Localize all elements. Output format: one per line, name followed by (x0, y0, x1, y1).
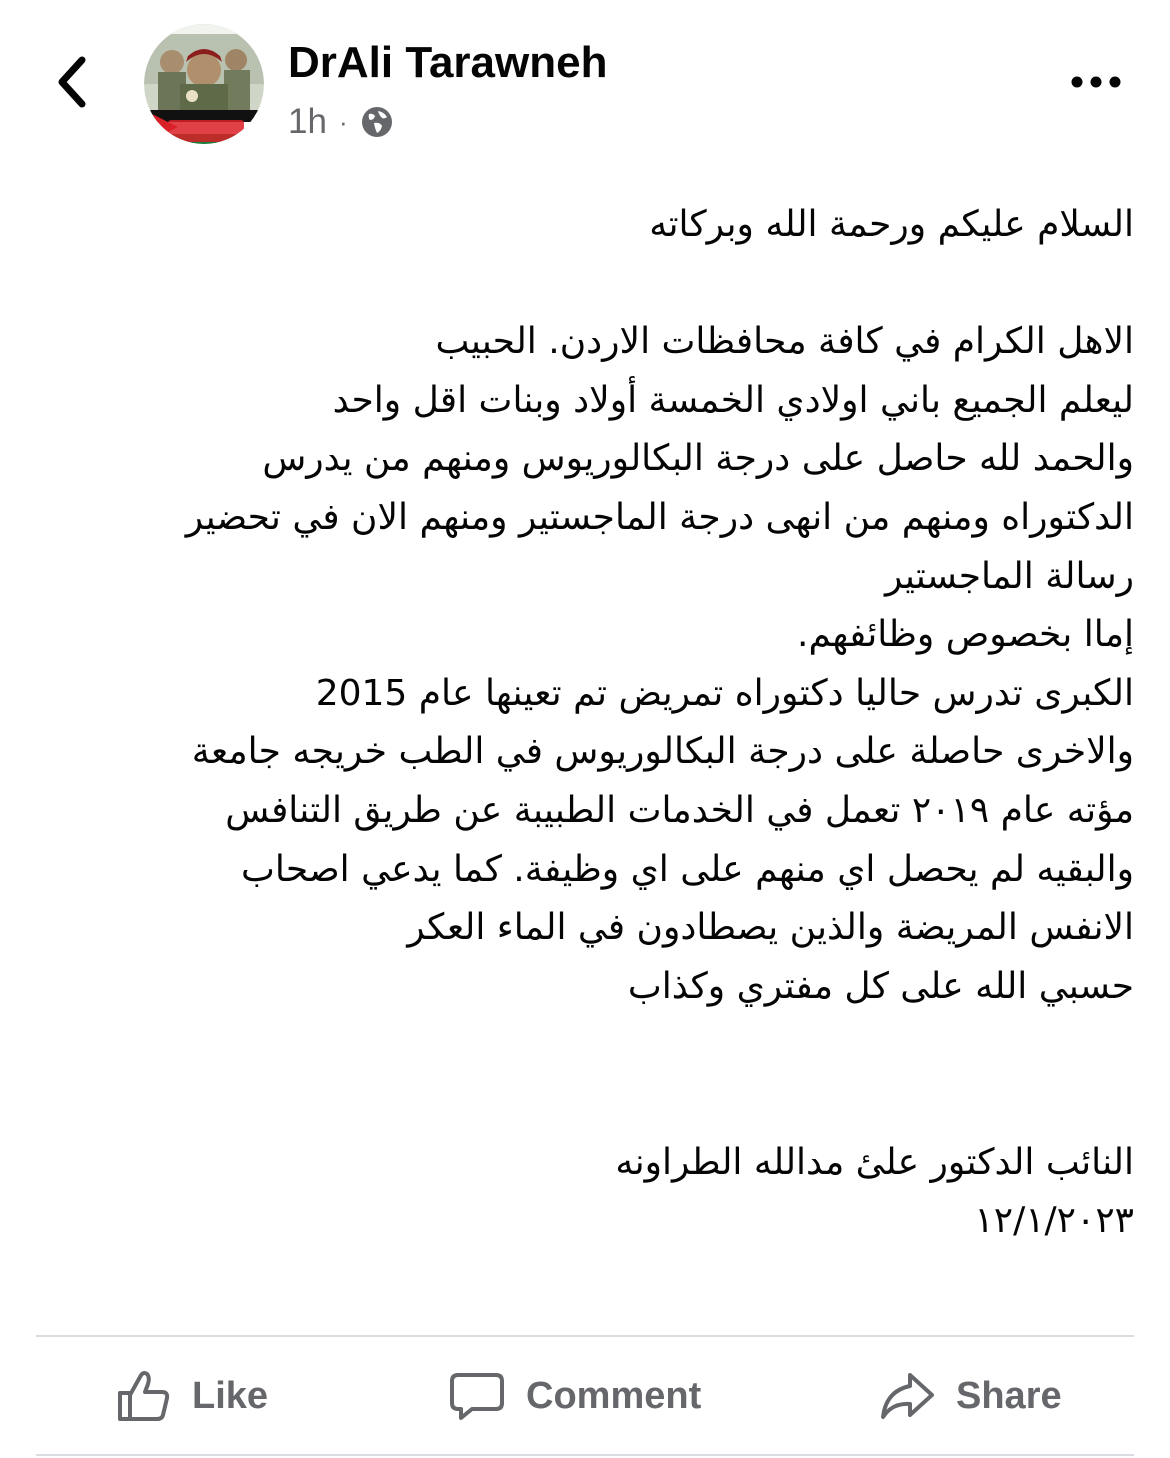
thumbs-up-icon (114, 1367, 172, 1425)
post-line: مؤته عام ٢٠١٩ تعمل في الخدمات الطبيبة عن طريق التنافس (225, 789, 1134, 831)
post-line: الاهل الكرام في كافة محافظات الاردن. الحبيب (435, 321, 1134, 363)
divider (36, 1454, 1134, 1456)
author-name[interactable]: DrAli Tarawneh (288, 38, 608, 87)
post-line: السلام عليكم ورحمة الله وبركاته (649, 204, 1134, 245)
like-button[interactable] (114, 1340, 268, 1452)
share-label: Share (956, 1374, 1062, 1417)
post-line: إماا بخصوص وظائفهم. (797, 614, 1134, 656)
post-text (30, 196, 1134, 1251)
post-date: ١٢/١/٢٠٢٣ (974, 1200, 1134, 1242)
divider (36, 1335, 1134, 1337)
post-line: والحمد لله حاصل على درجة البكالوريوس ومنهم من يدرس (262, 438, 1134, 480)
post-line: رسالة الماجستير (885, 555, 1134, 597)
post-line: والاخرى حاصلة على درجة البكالوريوس في الطب خريجه جامعة (191, 731, 1134, 773)
like-label: Like (192, 1374, 269, 1417)
share-icon (878, 1367, 936, 1425)
globe-icon (360, 105, 394, 139)
chevron-left-icon (52, 54, 92, 110)
share-button[interactable] (878, 1340, 1062, 1452)
post-blank-line (30, 1075, 1134, 1134)
post-line: ليعلم الجميع باني اولادي الخمسة أولاد وبنات اقل واحد (332, 379, 1134, 421)
post-line: الانفس المريضة والذين يصطادون في الماء العكر (407, 907, 1134, 949)
comment-label: Comment (526, 1374, 702, 1417)
post-line: الدكتوراه ومنهم من انهى درجة الماجستير ومنهم الان في تحضير (185, 496, 1134, 538)
meta-separator: · (338, 106, 348, 137)
more-options-button[interactable] (1060, 58, 1132, 106)
avatar[interactable] (144, 24, 264, 144)
post-line: حسبي الله على كل مفتري وكذاب (627, 965, 1134, 1007)
post-line: والبقيه لم يحصل اي منهم على اي وظيفة. كما يدعي اصحاب (240, 848, 1134, 890)
post-blank-line (30, 1016, 1134, 1075)
action-bar (36, 1340, 1134, 1452)
post-signature: النائب الدكتور علىٔ مدالله الطراونه (615, 1141, 1134, 1183)
post-line: الكبرى تدرس حاليا دكتوراه تمريض تم تعينها عام 2015 (315, 672, 1134, 714)
more-horizontal-icon (1070, 75, 1122, 89)
post-time[interactable]: 1h (288, 102, 327, 141)
comment-button[interactable] (448, 1340, 701, 1452)
post-header (0, 0, 1170, 170)
comment-icon (448, 1367, 506, 1425)
post-meta (288, 98, 394, 146)
post-blank-line (30, 255, 1134, 314)
back-button[interactable] (40, 50, 104, 114)
